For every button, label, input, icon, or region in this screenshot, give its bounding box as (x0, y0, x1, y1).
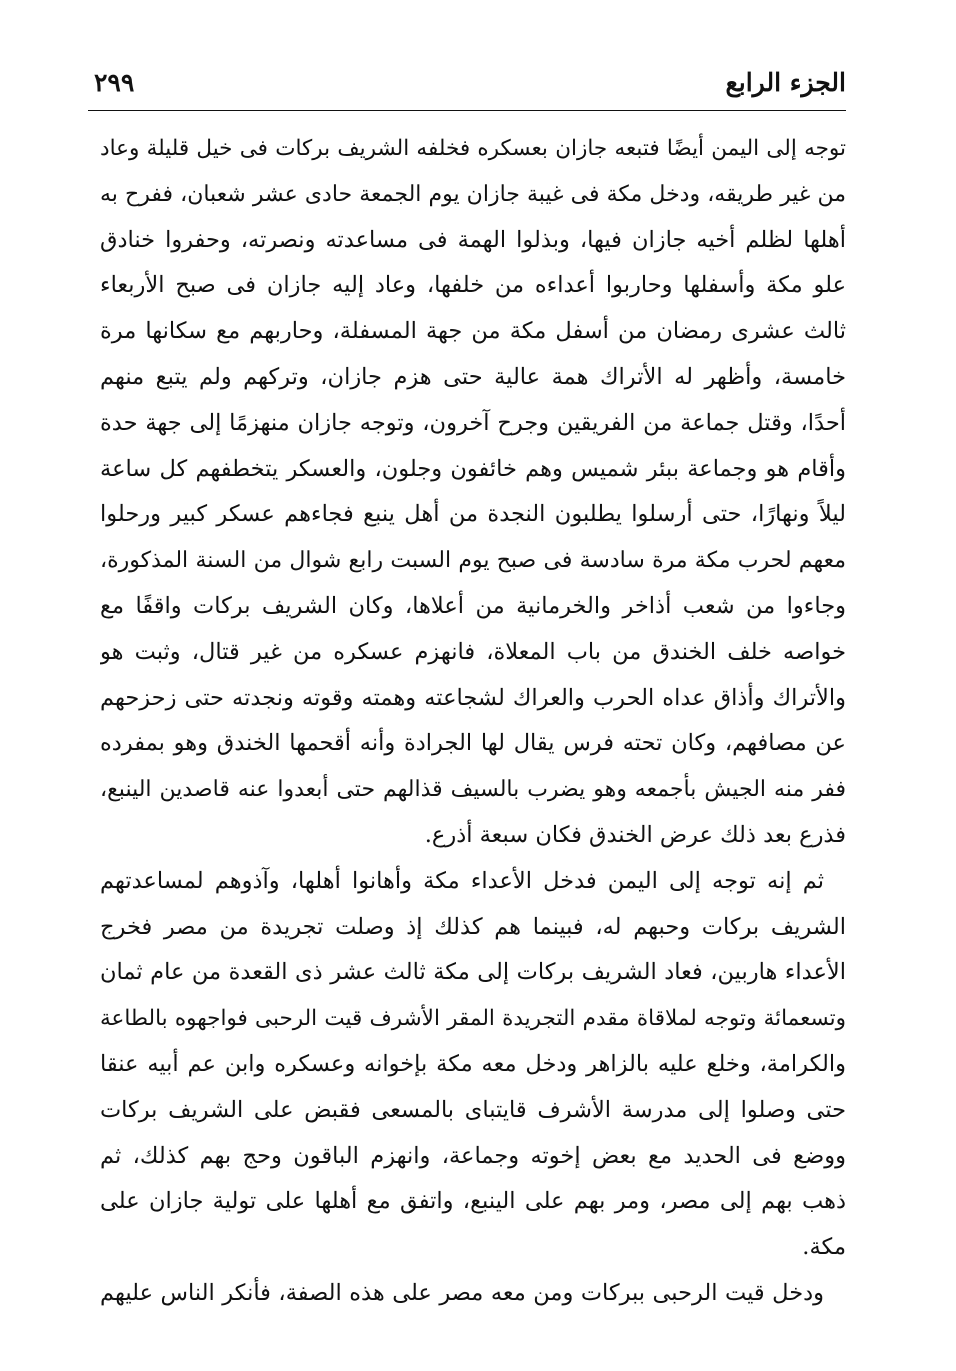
text-line: من غير طريقه، ودخل مكة فى غيبة جازان يوم الجمعة حادى عشر شعبان، ففرح به (100, 181, 846, 207)
text-line: خواصه خلف الخندق من باب المعلاة، فانهزم عسكره من غير قتال، وثبت هو (100, 638, 846, 665)
header-rule (88, 110, 846, 111)
text-line: توجه إلى اليمن أيضًا فتبعه جازان بعسكره فخلفه الشريف بركات فى خيل قليلة وعاد (100, 136, 846, 161)
text-line: خامسة، وأظهر له الأتراك همة عالية حتى هزم جازان، وتركهم ولم يتبع منهم (100, 363, 846, 390)
text-line: ووضع فى الحديد مع بعض إخوته وجماعة، وانهزم الباقون وحج بهم كذلك، ثم (100, 1142, 846, 1169)
text-line: الشريف بركات وحبهم له، فبينما هم كذلك إذ وصلت تجريدة من مصر فخرج (100, 913, 846, 940)
text-line: حتى وصلوا إلى مدرسة الأشرف قايتباى بالمسعى فقبض على الشريف بركات (100, 1096, 846, 1123)
paragraph-end-line: مكة. (802, 1234, 846, 1261)
page-header (88, 66, 846, 102)
text-line: ذهب بهم إلى مصر، ومر بهم على الينبع، واتفق مع أهلها على تولية جازان على (100, 1188, 846, 1215)
paragraph-start-line: ودخل قيت الرحبى ببركات ومن معه مصر على هذه الصفة، فأنكر الناس عليهم (100, 1279, 824, 1306)
text-line: والأتراك وأذاق عداه الحرب والعراك لشجاعته وهمته وقوته ونجدته حتى زحزحهم (100, 684, 846, 711)
text-line: وتسعمائة وتوجه لملاقاة مقدم التجريدة المقر الأشرف قيت الرحبى فواجهوه بالطاعة (100, 1006, 846, 1032)
text-line: أهلها لظلم أخيه جازان فيها، وبذلوا الهمة فى مساعدته ونصرته، وحفروا خنادق (100, 226, 846, 253)
paragraph-start-line: ثم إنه توجه إلى اليمن فدخل الأعداء مكة وأهانوا أهلها، وآذوهم لمساعدتهم (100, 867, 824, 894)
running-title: الجزء الرابع (725, 68, 846, 97)
text-line: ثالث عشرى رمضان من أسفل مكة من جهة المسفلة، وحاربهم مع سكانها مرة (100, 318, 846, 345)
paragraph-end-line: فذرع بعد ذلك عرض الخندق فكان سبعة أذرع. (424, 821, 846, 848)
text-line: علو مكة وأسفلها وحاربوا أعداءه من خلفها، وعاد إليه جازان فى صبح الأربعاء (100, 272, 846, 299)
text-line: الأعداء هاربين، فعاد الشريف بركات إلى مكة ثالث عشر ذى القعدة من عام ثمان (100, 959, 846, 986)
text-line: وأقام هو وجماعة ببئر شميس وهم خائفون وجلون، والعسكر يتخطفهم كل ساعة (100, 455, 846, 482)
page-number: ٢٩٩ (94, 68, 135, 97)
text-line: معهم لحرب مكة مرة سادسة فى صبح يوم السبت رابع شوال من السنة المذكورة، (100, 548, 846, 574)
text-line: ليلاً ونهارًا، حتى أرسلوا يطلبون النجدة من أهل ينبع فجاءهم عسكر كبير ورحلوا (100, 501, 846, 528)
text-line: وجاءوا من شعب أذاخر والخرمانية من أعلاها، وكان الشريف بركات واقفًا مع (100, 592, 846, 619)
body-text (100, 126, 846, 1317)
text-line: ففر منه الجيش بأجمعه وهو يضرب بالسيف قذالهم حتى أبعدوا عنه قاصدين الينبع، (100, 777, 846, 803)
text-line: والكرامة، وخلع عليه بالزاهر ودخل معه مكة بإخوانه وعسكره وابن عم أبيه عنقا (100, 1050, 846, 1077)
text-line: أحدًا، وقتل جماعة من الفريقين وجرح آخرون، وتوجه جازان منهزمًا إلى جهة حدة (100, 409, 846, 436)
text-line: عن مصافهم، وكان تحته فرس يقال لها الجرادة وأنه أقحمها الخندق وهو بمفرده (100, 730, 846, 757)
